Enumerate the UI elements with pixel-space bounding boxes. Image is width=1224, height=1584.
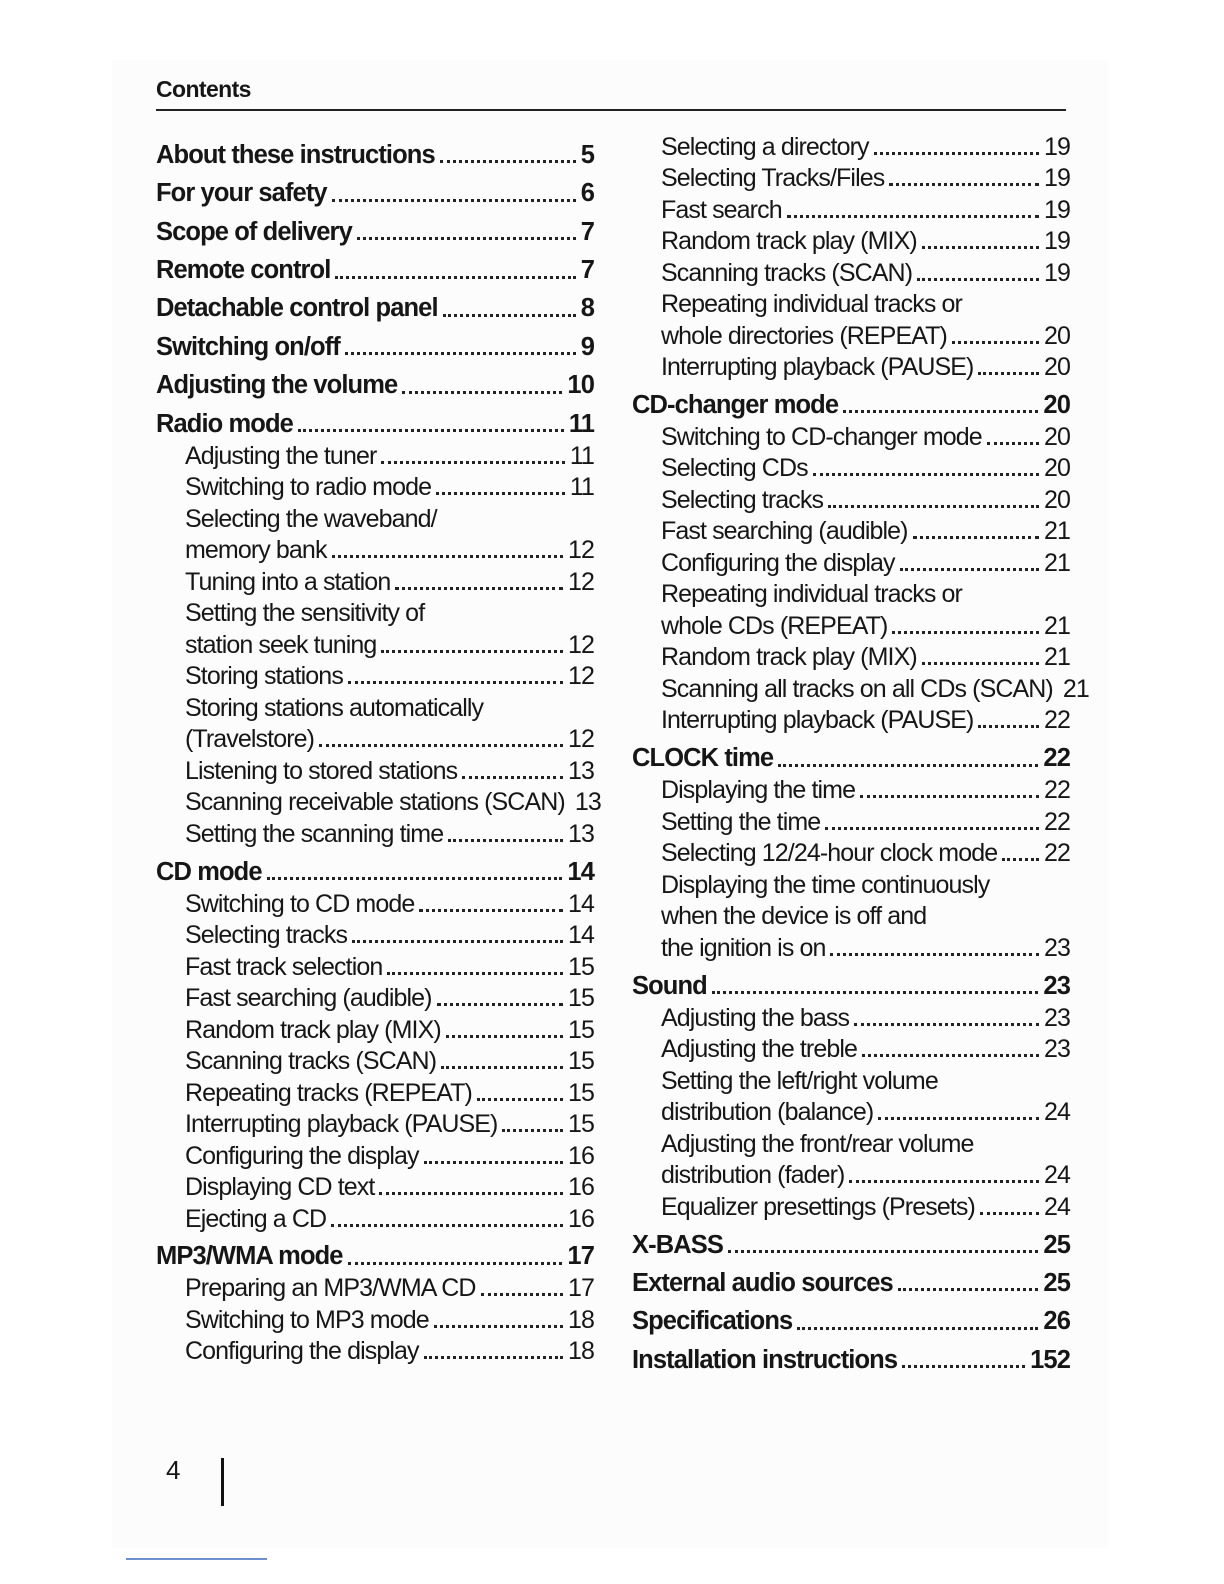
dot-leader xyxy=(902,1365,1025,1368)
dot-leader xyxy=(387,972,563,975)
dot-leader xyxy=(357,237,576,240)
toc-subsection-entry[interactable] xyxy=(156,691,594,723)
toc-section-entry[interactable] xyxy=(632,1222,1070,1260)
toc-entry-page: 15 xyxy=(567,984,594,1013)
toc-subsection-entry[interactable] xyxy=(156,471,594,503)
toc-entry-title: distribution (balance) xyxy=(661,1098,874,1127)
toc-entry-page: 20 xyxy=(1043,454,1070,483)
toc-entry-page: 20 xyxy=(1043,390,1070,419)
dot-leader xyxy=(778,764,1038,767)
dot-leader xyxy=(889,183,1039,186)
toc-subsection-entry[interactable] xyxy=(156,950,594,982)
dot-leader xyxy=(419,909,563,912)
toc-entry-title: Switching on/off xyxy=(156,332,340,361)
toc-subsection-entry[interactable] xyxy=(632,672,1089,704)
page-header: Contents xyxy=(156,76,251,102)
toc-entry-page: 152 xyxy=(1030,1345,1070,1374)
toc-entry-title: X-BASS xyxy=(632,1230,723,1259)
toc-entry-page: 25 xyxy=(1043,1268,1070,1297)
dot-leader xyxy=(825,827,1039,830)
toc-subsection-entry[interactable] xyxy=(632,319,1070,351)
toc-entry-page: 12 xyxy=(567,536,594,565)
toc-entry-page: 20 xyxy=(1043,321,1070,350)
toc-entry-title: About these instructions xyxy=(156,140,435,169)
dot-leader xyxy=(987,442,1039,445)
toc-entry-title: Scope of delivery xyxy=(156,217,352,246)
toc-subsection-entry[interactable] xyxy=(632,130,1070,162)
toc-subsection-entry[interactable] xyxy=(632,1190,1070,1222)
toc-entry-title: Detachable control panel xyxy=(156,294,438,323)
toc-entry-page: 12 xyxy=(567,725,594,754)
toc-entry-page: 17 xyxy=(567,1242,594,1271)
toc-entry-page: 23 xyxy=(1043,933,1070,962)
toc-section-entry[interactable] xyxy=(632,963,1070,1001)
toc-entry-title: Fast track selection xyxy=(185,952,383,981)
toc-subsection-entry[interactable] xyxy=(156,1139,594,1171)
toc-subsection-entry[interactable] xyxy=(632,162,1070,194)
toc-entry-page: 12 xyxy=(567,567,594,596)
toc-subsection-entry[interactable] xyxy=(632,641,1070,673)
toc-subsection-entry[interactable] xyxy=(156,982,594,1014)
dot-leader xyxy=(952,341,1039,344)
dot-leader xyxy=(854,1023,1039,1026)
toc-entry-title: Interrupting playback (PAUSE) xyxy=(661,706,974,735)
toc-subsection-entry[interactable] xyxy=(632,1127,1070,1159)
toc-entry-title: Fast searching (audible) xyxy=(661,517,908,546)
toc-subsection-entry[interactable] xyxy=(632,1064,1070,1096)
dot-leader xyxy=(379,1192,563,1195)
toc-entry-title: Storing stations automatically xyxy=(185,693,484,722)
toc-entry-title: CD-changer mode xyxy=(632,390,839,419)
dot-leader xyxy=(462,776,563,779)
toc-entry-title: Interrupting playback (PAUSE) xyxy=(185,1110,498,1139)
toc-subsection-entry[interactable] xyxy=(156,439,594,471)
toc-subsection-entry[interactable] xyxy=(632,193,1070,225)
toc-section-entry[interactable] xyxy=(156,170,594,208)
toc-subsection-entry[interactable] xyxy=(156,723,594,755)
toc-entry-title: Preparing an MP3/WMA CD xyxy=(185,1274,476,1303)
dot-leader xyxy=(813,473,1039,476)
toc-entry-title: Equalizer presettings (Presets) xyxy=(661,1192,975,1221)
toc-entry-title: Displaying CD text xyxy=(185,1173,375,1202)
toc-subsection-entry[interactable] xyxy=(156,1108,594,1140)
toc-entry-page: 19 xyxy=(1043,227,1070,255)
toc-subsection-entry[interactable] xyxy=(156,1171,594,1203)
toc-subsection-entry[interactable] xyxy=(632,452,1070,484)
toc-subsection-entry[interactable] xyxy=(632,1096,1070,1128)
toc-section-entry[interactable] xyxy=(156,1234,594,1272)
toc-entry-page: 14 xyxy=(567,889,594,918)
toc-entry-page: 15 xyxy=(567,1047,594,1076)
dot-leader xyxy=(348,681,563,684)
toc-entry-title: Scanning receivable stations (SCAN) xyxy=(185,788,565,817)
toc-subsection-entry[interactable] xyxy=(632,900,1070,932)
toc-subsection-entry[interactable] xyxy=(156,534,594,566)
toc-entry-page: 16 xyxy=(567,1204,594,1233)
toc-entry-title: Adjusting the bass xyxy=(661,1003,850,1032)
toc-entry-title: CD mode xyxy=(156,857,262,886)
dot-leader xyxy=(381,461,564,464)
toc-entry-title: Repeating individual tracks or xyxy=(661,290,962,318)
toc-section-entry[interactable] xyxy=(156,247,594,285)
toc-entry-page: 23 xyxy=(1043,1035,1070,1064)
toc-entry-title: distribution (fader) xyxy=(661,1161,845,1190)
toc-subsection-entry[interactable] xyxy=(632,1033,1070,1065)
toc-entry-title: memory bank xyxy=(185,536,327,565)
toc-subsection-entry[interactable] xyxy=(156,502,594,534)
dot-leader xyxy=(345,352,576,355)
toc-entry-title: Displaying the time continuously xyxy=(661,870,990,899)
toc-subsection-entry[interactable] xyxy=(632,837,1070,869)
toc-entry-title: station seek tuning xyxy=(185,630,377,659)
toc-entry-title: Random track play (MIX) xyxy=(661,227,917,255)
toc-entry-page: 15 xyxy=(567,1015,594,1044)
toc-entry-page: 6 xyxy=(580,179,594,208)
dot-leader xyxy=(862,1054,1039,1057)
dot-leader xyxy=(424,1161,563,1164)
toc-entry-page: 21 xyxy=(1043,517,1070,546)
toc-entry-title: Configuring the display xyxy=(661,548,895,577)
toc-entry-title: MP3/WMA mode xyxy=(156,1242,343,1271)
toc-entry-page: 12 xyxy=(567,630,594,659)
toc-entry-page: 11 xyxy=(569,473,594,502)
toc-entry-title: Random track play (MIX) xyxy=(185,1015,441,1044)
toc-subsection-entry[interactable] xyxy=(632,805,1070,837)
dot-leader xyxy=(446,1035,563,1038)
dot-leader xyxy=(1002,858,1039,861)
toc-entry-title: Remote control xyxy=(156,256,331,285)
toc-entry-page: 7 xyxy=(580,217,594,246)
toc-entry-title: Setting the sensitivity of xyxy=(185,599,425,628)
toc-entry-page: 17 xyxy=(567,1274,594,1303)
toc-entry-page: 13 xyxy=(567,756,594,785)
dot-leader xyxy=(917,278,1039,281)
toc-entry-title: Setting the time xyxy=(661,807,821,836)
dot-leader xyxy=(436,492,565,495)
dot-leader xyxy=(922,662,1039,665)
dot-leader xyxy=(849,1180,1039,1183)
toc-section-entry[interactable] xyxy=(156,132,594,170)
toc-section-entry[interactable] xyxy=(156,849,594,887)
dot-leader xyxy=(828,505,1039,508)
toc-entry-page: 13 xyxy=(567,819,594,848)
toc-entry-page: 16 xyxy=(567,1173,594,1202)
toc-entry-title: Fast searching (audible) xyxy=(185,984,432,1013)
toc-entry-title: Scanning tracks (SCAN) xyxy=(185,1047,437,1076)
dot-leader xyxy=(381,650,563,653)
toc-entry-page: 23 xyxy=(1043,971,1070,1000)
toc-entry-page: 19 xyxy=(1043,195,1070,224)
toc-entry-title: (Travelstore) xyxy=(185,725,315,754)
toc-entry-title: whole CDs (REPEAT) xyxy=(661,611,888,640)
toc-entry-page: 18 xyxy=(567,1305,594,1334)
dot-leader xyxy=(978,725,1039,728)
dot-leader xyxy=(448,839,563,842)
toc-entry-title: Selecting Tracks/Files xyxy=(661,164,885,192)
toc-entry-title: Selecting a directory xyxy=(661,132,869,161)
toc-entry-page: 21 xyxy=(1043,548,1070,577)
toc-entry-title: Listening to stored stations xyxy=(185,756,458,785)
toc-entry-title: Specifications xyxy=(632,1307,793,1336)
toc-section-entry[interactable] xyxy=(632,1337,1070,1375)
toc-entry-title: External audio sources xyxy=(632,1268,893,1297)
dot-leader xyxy=(913,536,1039,539)
toc-subsection-entry[interactable] xyxy=(632,483,1070,515)
dot-leader xyxy=(298,429,564,432)
dot-leader xyxy=(978,372,1039,375)
toc-entry-page: 19 xyxy=(1043,258,1070,287)
toc-subsection-entry[interactable] xyxy=(156,1303,594,1335)
footer-line xyxy=(126,1558,267,1560)
toc-entry-title: Setting the left/right volume xyxy=(661,1066,938,1095)
toc-entry-page: 13 xyxy=(574,788,601,817)
toc-entry-page: 20 xyxy=(1043,422,1070,451)
dot-leader xyxy=(332,199,576,202)
toc-entry-page: 24 xyxy=(1043,1192,1070,1221)
toc-entry-page: 11 xyxy=(569,441,594,470)
dot-leader xyxy=(267,877,563,880)
dot-leader xyxy=(892,631,1039,634)
toc-entry-title: CLOCK time xyxy=(632,744,774,773)
toc-entry-page: 8 xyxy=(580,294,594,323)
toc-subsection-entry[interactable] xyxy=(632,351,1070,383)
toc-subsection-entry[interactable] xyxy=(632,288,1070,320)
toc-entry-title: Switching to radio mode xyxy=(185,473,432,502)
toc-subsection-entry[interactable] xyxy=(632,868,1070,900)
toc-entry-title: Storing stations xyxy=(185,662,343,691)
toc-entry-title: Configuring the display xyxy=(185,1141,419,1170)
toc-entry-title: Sound xyxy=(632,971,707,1000)
toc-entry-title: Scanning tracks (SCAN) xyxy=(661,258,913,287)
toc-entry-title: Adjusting the treble xyxy=(661,1035,858,1064)
toc-entry-page: 11 xyxy=(568,409,594,438)
dot-leader xyxy=(395,587,563,590)
toc-section-entry[interactable] xyxy=(156,401,594,439)
dot-leader xyxy=(830,953,1039,956)
dot-leader xyxy=(874,152,1039,155)
toc-entry-page: 25 xyxy=(1043,1230,1070,1259)
toc-entry-title: Radio mode xyxy=(156,409,293,438)
toc-entry-title: Switching to CD mode xyxy=(185,889,415,918)
toc-entry-page: 19 xyxy=(1043,132,1070,161)
dot-leader xyxy=(332,555,563,558)
toc-entry-page: 16 xyxy=(567,1141,594,1170)
toc-entry-title: Interrupting playback (PAUSE) xyxy=(661,353,974,381)
dot-leader xyxy=(319,744,563,747)
toc-subsection-entry[interactable] xyxy=(632,704,1070,736)
dot-leader xyxy=(712,991,1039,994)
toc-section-entry[interactable] xyxy=(632,1260,1070,1298)
toc-subsection-entry[interactable] xyxy=(632,256,1070,288)
toc-entry-page: 23 xyxy=(1043,1003,1070,1032)
toc-entry-page: 14 xyxy=(567,921,594,950)
toc-entry-title: when the device is off and xyxy=(661,902,927,931)
toc-entry-title: Selecting CDs xyxy=(661,454,808,483)
dot-leader xyxy=(502,1129,563,1132)
toc-subsection-entry[interactable] xyxy=(156,754,594,786)
toc-entry-title: For your safety xyxy=(156,179,327,208)
toc-entry-page: 19 xyxy=(1043,164,1070,192)
toc-entry-page: 21 xyxy=(1043,643,1070,672)
toc-subsection-entry[interactable] xyxy=(632,1001,1070,1033)
dot-leader xyxy=(922,246,1039,249)
dot-leader xyxy=(402,391,562,394)
toc-entry-title: Selecting tracks xyxy=(661,485,824,514)
toc-subsection-entry[interactable] xyxy=(156,628,594,660)
toc-subsection-entry[interactable] xyxy=(156,1272,594,1304)
dot-leader xyxy=(437,1003,563,1006)
dot-leader xyxy=(980,1212,1039,1215)
dot-leader xyxy=(481,1293,563,1296)
toc-entry-title: Scanning all tracks on all CDs (SCAN) xyxy=(661,674,1053,703)
toc-entry-title: the ignition is on xyxy=(661,933,826,962)
toc-entry-page: 7 xyxy=(580,256,594,285)
toc-entry-page: 24 xyxy=(1043,1161,1070,1190)
toc-entry-title: Selecting tracks xyxy=(185,921,348,950)
toc-entry-title: Setting the scanning time xyxy=(185,819,444,848)
toc-section-entry[interactable] xyxy=(156,324,594,362)
toc-entry-title: Displaying the time xyxy=(661,776,856,805)
toc-entry-title: Configuring the display xyxy=(185,1337,419,1366)
toc-column-right xyxy=(632,130,1089,1375)
dot-leader xyxy=(331,1224,563,1227)
toc-subsection-entry[interactable] xyxy=(156,565,594,597)
toc-entry-page: 18 xyxy=(567,1337,594,1366)
toc-section-entry[interactable] xyxy=(156,286,594,324)
toc-entry-page: 15 xyxy=(567,1078,594,1107)
dot-leader xyxy=(878,1117,1039,1120)
toc-subsection-entry[interactable] xyxy=(156,1013,594,1045)
dot-leader xyxy=(787,215,1039,218)
toc-entry-page: 22 xyxy=(1043,706,1070,735)
dot-leader xyxy=(797,1327,1038,1330)
toc-subsection-entry[interactable] xyxy=(156,1076,594,1108)
toc-subsection-entry[interactable] xyxy=(632,515,1070,547)
toc-entry-title: Repeating individual tracks or xyxy=(661,580,962,609)
toc-section-entry[interactable] xyxy=(632,382,1070,420)
dot-leader xyxy=(352,940,563,943)
toc-entry-page: 15 xyxy=(567,1110,594,1139)
dot-leader xyxy=(335,276,575,279)
toc-entry-page: 21 xyxy=(1043,611,1070,640)
toc-entry-page: 26 xyxy=(1043,1307,1070,1336)
toc-entry-page: 15 xyxy=(567,952,594,981)
toc-subsection-entry[interactable] xyxy=(632,931,1070,963)
dot-leader xyxy=(441,1066,563,1069)
dot-leader xyxy=(443,314,576,317)
toc-subsection-entry[interactable] xyxy=(156,1045,594,1077)
dot-leader xyxy=(440,160,576,163)
toc-entry-page: 22 xyxy=(1043,776,1070,805)
toc-entry-title: Switching to CD-changer mode xyxy=(661,422,982,451)
dot-leader xyxy=(860,795,1039,798)
toc-entry-page: 24 xyxy=(1043,1098,1070,1127)
toc-entry-page: 20 xyxy=(1043,353,1070,381)
toc-subsection-entry[interactable] xyxy=(156,919,594,951)
toc-column-left xyxy=(156,132,601,1366)
toc-entry-title: Fast search xyxy=(661,195,782,224)
toc-subsection-entry[interactable] xyxy=(156,817,594,849)
toc-subsection-entry[interactable] xyxy=(632,609,1070,641)
toc-subsection-entry[interactable] xyxy=(156,597,594,629)
toc-entry-title: Tuning into a station xyxy=(185,567,391,596)
toc-subsection-entry[interactable] xyxy=(632,578,1070,610)
page-number-bar xyxy=(221,1458,224,1506)
dot-leader xyxy=(434,1325,563,1328)
dot-leader xyxy=(900,568,1039,571)
toc-entry-title: Ejecting a CD xyxy=(185,1204,327,1233)
dot-leader xyxy=(477,1098,563,1101)
toc-entry-title: Selecting 12/24-hour clock mode xyxy=(661,839,998,868)
toc-entry-page: 22 xyxy=(1043,839,1070,868)
toc-entry-title: Installation instructions xyxy=(632,1345,898,1374)
dot-leader xyxy=(348,1262,563,1265)
toc-subsection-entry[interactable] xyxy=(156,660,594,692)
toc-entry-title: Repeating tracks (REPEAT) xyxy=(185,1078,472,1107)
toc-entry-title: Adjusting the tuner xyxy=(185,441,377,470)
toc-entry-page: 21 xyxy=(1062,674,1089,703)
toc-entry-page: 5 xyxy=(580,140,594,169)
toc-entry-page: 10 xyxy=(567,371,594,400)
toc-entry-page: 22 xyxy=(1043,744,1070,773)
toc-entry-page: 9 xyxy=(580,332,594,361)
toc-section-entry[interactable] xyxy=(156,362,594,400)
toc-subsection-entry[interactable] xyxy=(632,420,1070,452)
dot-leader xyxy=(898,1288,1039,1291)
toc-entry-page: 14 xyxy=(567,857,594,886)
toc-entry-title: Random track play (MIX) xyxy=(661,643,917,672)
page-number: 4 xyxy=(166,1455,181,1485)
toc-section-entry[interactable] xyxy=(632,1298,1070,1336)
toc-entry-title: Adjusting the front/rear volume xyxy=(661,1129,974,1158)
dot-leader xyxy=(424,1356,563,1359)
toc-entry-page: 20 xyxy=(1043,485,1070,514)
toc-subsection-entry[interactable] xyxy=(156,887,594,919)
toc-section-entry[interactable] xyxy=(632,735,1070,773)
toc-entry-title: Selecting the waveband/ xyxy=(185,504,437,533)
toc-entry-page: 12 xyxy=(567,662,594,691)
toc-subsection-entry[interactable] xyxy=(156,786,601,818)
dot-leader xyxy=(843,410,1038,413)
toc-subsection-entry[interactable] xyxy=(632,1159,1070,1191)
toc-section-entry[interactable] xyxy=(156,209,594,247)
toc-subsection-entry[interactable] xyxy=(632,774,1070,806)
toc-subsection-entry[interactable] xyxy=(156,1202,594,1234)
header-rule xyxy=(156,109,1066,111)
toc-subsection-entry[interactable] xyxy=(632,225,1070,257)
toc-subsection-entry[interactable] xyxy=(156,1335,594,1367)
toc-entry-page: 22 xyxy=(1043,807,1070,836)
dot-leader xyxy=(728,1250,1038,1253)
toc-subsection-entry[interactable] xyxy=(632,546,1070,578)
toc-entry-title: whole directories (REPEAT) xyxy=(661,321,947,350)
toc-entry-title: Switching to MP3 mode xyxy=(185,1305,429,1334)
toc-entry-title: Adjusting the volume xyxy=(156,371,398,400)
